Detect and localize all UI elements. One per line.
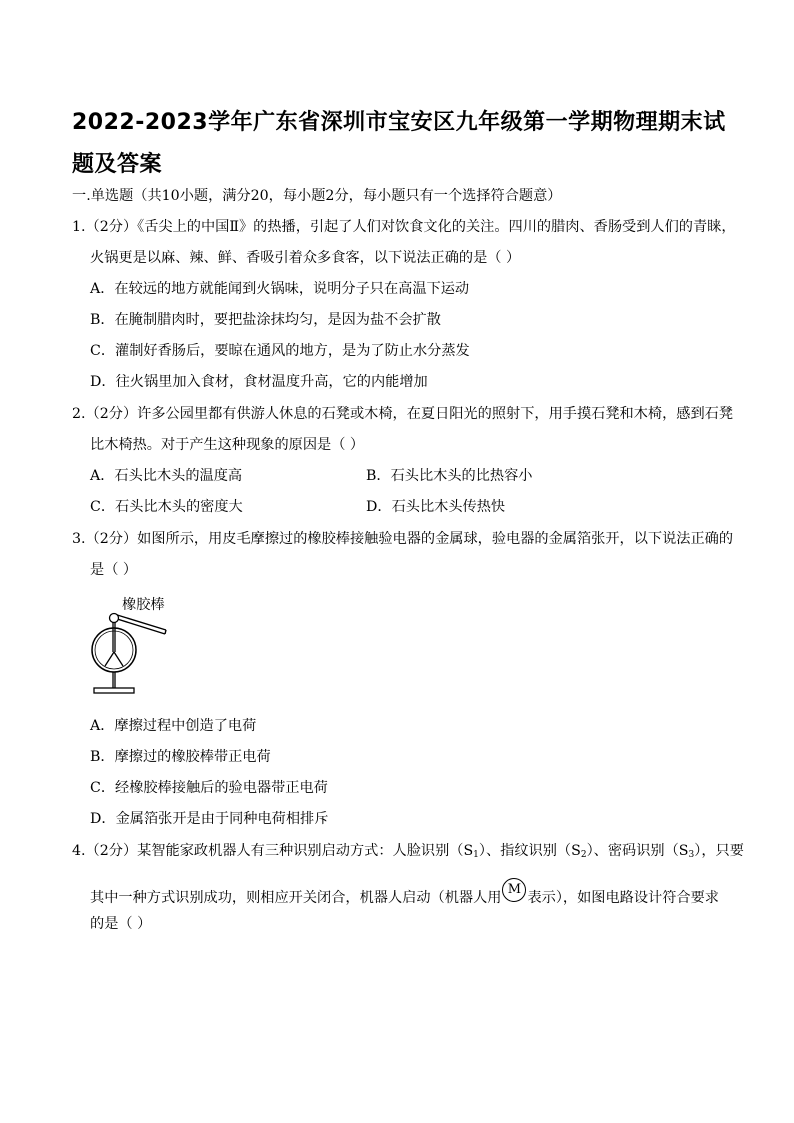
- electroscope-base: [94, 688, 134, 693]
- section-header: 一.单选题（共10小题，满分20，每小题2分，每小题只有一个选择符合题意）: [72, 188, 562, 204]
- metal-leaf-left: [105, 652, 114, 666]
- question-1-option-b: B．在腌制腊肉时，要把盐涂抹均匀，是因为盐不会扩散: [90, 312, 441, 328]
- question-3-line-1: 3.（2分）如图所示，用皮毛摩擦过的橡胶棒接触验电器的金属球，验电器的金属箔张开，以下说法正确的: [72, 531, 734, 547]
- question-3-option-c: C．经橡胶棒接触后的验电器带正电荷: [90, 780, 328, 796]
- question-2-line-2: 比木椅热。对于产生这种现象的原因是（ ）: [90, 437, 365, 453]
- metal-leaf-right: [114, 652, 123, 666]
- question-3-option-b: B．摩擦过的橡胶棒带正电荷: [90, 749, 271, 765]
- motor-symbol-icon: M: [502, 878, 526, 902]
- electroscope-jar: [92, 628, 136, 672]
- question-1-option-d: D．往火锅里加入食材，食材温度升高，它的内能增加: [90, 374, 428, 390]
- electroscope-figure: [80, 590, 180, 700]
- question-1-line-2: 火锅更是以麻、辣、鲜、香吸引着众多食客，以下说法正确的是（ ）: [90, 250, 521, 266]
- metal-ball: [110, 614, 119, 623]
- question-3-option-a: A．摩擦过程中创造了电荷: [90, 718, 257, 734]
- question-4-line-1: 4.（2分）某智能家政机器人有三种识别启动方式：人脸识别$(S_1)$、指纹识别$(S_2)$、密码识别$(S_3)$，只要: [72, 843, 744, 860]
- question-2-line-1: 2.（2分）许多公园里都有供游人休息的石凳或木椅，在夏日阳光的照射下，用手摸石凳和木椅，感到石凳: [72, 406, 734, 422]
- question-2-option-c: C．石头比木头的密度大: [90, 499, 243, 515]
- question-1-option-a: A．在较远的地方就能闻到火锅味，说明分子只在高温下运动: [90, 281, 470, 297]
- question-2-option-d: D．石头比木头传热快: [366, 499, 506, 515]
- question-4-line-2: 其中一种方式识别成功，则相应开关闭合，机器人启动（机器人用M表示），如图电路设计符合要求: [90, 886, 719, 910]
- question-3-line-2: 是（ ）: [90, 562, 138, 578]
- question-3-option-d: D．金属箔张开是由于同种电荷相排斥: [90, 811, 329, 827]
- rubber-rod: [114, 614, 166, 630]
- question-4-line-3: 的是（ ）: [90, 916, 152, 932]
- question-2-option-a: A．石头比木头的温度高: [90, 468, 243, 484]
- document-title: 2022-2023学年广东省深圳市宝安区九年级第一学期物理期末试题及答案: [72, 110, 726, 177]
- question-2-option-b: B．石头比木头的比热容小: [366, 468, 533, 484]
- question-1-line-1: 1.（2分）《舌尖上的中国Ⅱ》的热播，引起了人们对饮食文化的关注。四川的腊肉、香肠受到人们的青睐，: [72, 219, 736, 235]
- figure-label-rubber-rod: 橡胶棒: [122, 597, 165, 613]
- question-1-option-c: C．灌制好香肠后，要晾在通风的地方，是为了防止水分蒸发: [90, 343, 470, 359]
